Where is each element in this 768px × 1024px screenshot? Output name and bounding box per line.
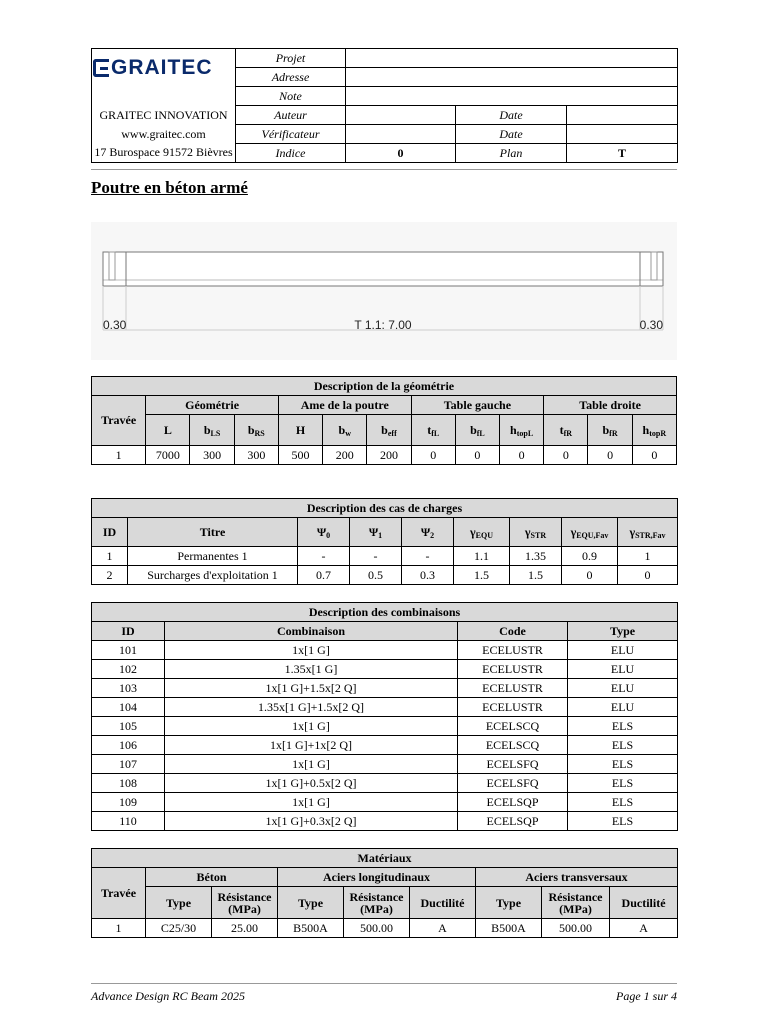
geo-cell: 0 xyxy=(411,446,455,465)
combos-cell: 1x[1 G]+0.5x[2 Q] xyxy=(165,774,458,793)
table-row xyxy=(92,919,678,938)
combos-cell: ELU xyxy=(568,679,678,698)
geometry-caption: Description de la géométrie xyxy=(92,377,677,396)
combos-cell: 101 xyxy=(92,641,165,660)
mat-col-1: Résistance (MPa) xyxy=(212,887,278,919)
table-row xyxy=(92,660,678,679)
geo-col-8-subscript: topL xyxy=(516,428,534,438)
loads-col-7 xyxy=(562,518,618,547)
loads-cell: 1 xyxy=(618,547,678,566)
graitec-logo-icon xyxy=(93,59,109,77)
combos-cell: ELS xyxy=(568,736,678,755)
combos-cell: 1x[1 G] xyxy=(165,793,458,812)
geo-col-6-subscript: fL xyxy=(431,428,440,438)
combos-cell: 105 xyxy=(92,717,165,736)
geo-col-6 xyxy=(411,415,455,446)
combos-cell: 109 xyxy=(92,793,165,812)
combos-col-2: Code xyxy=(458,622,568,641)
combos-cell: ELU xyxy=(568,641,678,660)
geo-col-1 xyxy=(190,415,234,446)
group-table-gauche: Table gauche xyxy=(411,396,544,415)
geo-cell: 300 xyxy=(234,446,278,465)
geo-cell: 200 xyxy=(323,446,367,465)
footer-software: Advance Design RC Beam 2025 xyxy=(91,989,245,1003)
combos-cell: ECELSQP xyxy=(458,812,568,831)
value-adresse xyxy=(346,68,678,87)
mat-col-0: Type xyxy=(146,887,212,919)
span-dim: T 1.1: 7.00 xyxy=(354,318,412,332)
geo-col-8 xyxy=(500,415,544,446)
combos-cell: 1x[1 G]+1.5x[2 Q] xyxy=(165,679,458,698)
combos-cell: ELS xyxy=(568,774,678,793)
value-plan: T xyxy=(567,144,678,163)
table-row xyxy=(92,679,678,698)
geo-col-7-subscript: fL xyxy=(476,428,485,438)
geo-col-11-symbol: h xyxy=(642,422,650,437)
table-row xyxy=(92,698,678,717)
company-name: GRAITEC INNOVATION xyxy=(92,106,236,125)
label-indice: Indice xyxy=(236,144,346,163)
materials-caption: Matériaux xyxy=(92,849,678,868)
combos-cell: 107 xyxy=(92,755,165,774)
company-address: 17 Burospace 91572 Bièvres xyxy=(92,144,236,163)
mat-col-3: Résistance (MPa) xyxy=(344,887,410,919)
combos-cell: ECELSCQ xyxy=(458,736,568,755)
mat-cell: 1 xyxy=(92,919,146,938)
combos-cell: 1.35x[1 G]+1.5x[2 Q] xyxy=(165,698,458,717)
group-table-droite: Table droite xyxy=(544,396,677,415)
combos-caption: Description des combinaisons xyxy=(92,603,678,622)
loads-cell: - xyxy=(402,547,454,566)
geo-cell: 0 xyxy=(544,446,588,465)
loads-cell: 1.5 xyxy=(454,566,510,585)
geo-col-0 xyxy=(146,415,190,446)
loads-col-6-subscript: STR xyxy=(530,530,547,540)
geo-col-4-subscript: w xyxy=(345,428,351,438)
geo-col-1-symbol: b xyxy=(203,422,211,437)
value-auteur xyxy=(346,106,456,125)
header-divider xyxy=(91,169,677,170)
geo-col-4-symbol: b xyxy=(338,422,346,437)
mat-col-2: Type xyxy=(278,887,344,919)
company-website: www.graitec.com xyxy=(92,125,236,144)
group-beton: Béton xyxy=(146,868,278,887)
geo-col-1-subscript: LS xyxy=(210,428,221,438)
loads-col-2 xyxy=(298,518,350,547)
loads-cell: 1.1 xyxy=(454,547,510,566)
beam-body xyxy=(103,252,663,286)
mat-cell: B500A xyxy=(278,919,344,938)
geo-col-5-subscript: eff xyxy=(387,428,397,438)
group-aciers-long: Aciers longitudinaux xyxy=(278,868,476,887)
loads-cell: 0 xyxy=(618,566,678,585)
loads-col-6 xyxy=(510,518,562,547)
loads-col-8 xyxy=(618,518,678,547)
loads-cell: 0.7 xyxy=(298,566,350,585)
loads-col-6-symbol: γ xyxy=(524,524,531,539)
mat-cell: B500A xyxy=(476,919,542,938)
page-title: Poutre en béton armé xyxy=(91,178,248,197)
loads-col-5-symbol: γ xyxy=(470,524,476,539)
mat-col-6: Résistance (MPa) xyxy=(542,887,610,919)
value-verificateur xyxy=(346,125,456,144)
combos-cell: 1x[1 G] xyxy=(165,641,458,660)
drawing-background xyxy=(91,222,677,360)
table-row xyxy=(92,755,678,774)
geo-col-10-symbol: b xyxy=(602,422,610,437)
label-date-1: Date xyxy=(456,106,567,125)
combos-cell: ECELUSTR xyxy=(458,641,568,660)
label-auteur: Auteur xyxy=(236,106,346,125)
combos-cell: 106 xyxy=(92,736,165,755)
value-indice: 0 xyxy=(346,144,456,163)
combos-cell: ECELSFQ xyxy=(458,755,568,774)
mat-cell: 25.00 xyxy=(212,919,278,938)
table-row xyxy=(92,812,678,831)
geo-col-9-symbol: t xyxy=(559,422,564,437)
label-projet: Projet xyxy=(236,49,346,68)
mat-col-7: Ductilité xyxy=(610,887,678,919)
geo-col-5-symbol: b xyxy=(381,422,388,437)
loads-caption: Description des cas de charges xyxy=(92,499,678,518)
geo-cell: 0 xyxy=(500,446,544,465)
mat-cell: 500.00 xyxy=(542,919,610,938)
table-row xyxy=(92,717,678,736)
label-date-2: Date xyxy=(456,125,567,144)
loads-col-2-subscript: 0 xyxy=(326,530,331,540)
geo-col-0-symbol: L xyxy=(163,422,172,437)
group-geometrie: Géométrie xyxy=(146,396,279,415)
materials-table xyxy=(91,848,678,938)
geo-col-2 xyxy=(234,415,278,446)
loads-col-3-symbol: Ψ xyxy=(368,524,379,539)
mat-col-travee: Travée xyxy=(92,868,146,919)
mat-col-4: Ductilité xyxy=(410,887,476,919)
combos-col-0: ID xyxy=(92,622,165,641)
combos-cell: ECELSCQ xyxy=(458,717,568,736)
combos-cell: 1x[1 G]+1x[2 Q] xyxy=(165,736,458,755)
footer-page-number: Page 1 sur 4 xyxy=(616,989,677,1003)
combos-cell: ECELUSTR xyxy=(458,698,568,717)
geo-col-3 xyxy=(278,415,322,446)
combos-cell: ELU xyxy=(568,698,678,717)
beam-drawing xyxy=(91,222,677,360)
loads-col-0 xyxy=(92,518,128,547)
geo-col-3-symbol: H xyxy=(295,422,306,437)
geo-col-10 xyxy=(588,415,632,446)
loads-col-7-subscript: EQU,Fav xyxy=(576,530,609,540)
mat-cell: C25/30 xyxy=(146,919,212,938)
logo-cell xyxy=(92,49,236,87)
loads-col-4-symbol: Ψ xyxy=(420,524,431,539)
combos-cell: ECELUSTR xyxy=(458,660,568,679)
geo-cell: 0 xyxy=(588,446,632,465)
loads-cell: 1.5 xyxy=(510,566,562,585)
combos-cell: 1.35x[1 G] xyxy=(165,660,458,679)
geo-col-4 xyxy=(323,415,367,446)
mat-cell: A xyxy=(410,919,476,938)
geo-col-6-symbol: t xyxy=(427,422,432,437)
loads-cell: 0.3 xyxy=(402,566,454,585)
loads-col-3 xyxy=(350,518,402,547)
combinations-table xyxy=(91,602,678,831)
label-verificateur: Vérificateur xyxy=(236,125,346,144)
loads-cell: 1 xyxy=(92,547,128,566)
group-ame: Ame de la poutre xyxy=(278,396,411,415)
logo-text: GRAITEC xyxy=(111,55,213,79)
value-date-2 xyxy=(567,125,678,144)
loads-col-2-symbol: Ψ xyxy=(316,524,327,539)
table-row xyxy=(92,793,678,812)
geo-col-8-symbol: h xyxy=(510,422,517,437)
loads-cell: Surcharges d'exploitation 1 xyxy=(128,566,298,585)
loads-col-7-symbol: γ xyxy=(570,524,577,539)
geo-col-7-symbol: b xyxy=(470,422,477,437)
combos-cell: ELS xyxy=(568,793,678,812)
value-note xyxy=(346,87,678,106)
company-blank xyxy=(92,87,236,106)
right-support-dim: 0.30 xyxy=(639,318,663,332)
geo-col-2-subscript: RS xyxy=(254,428,265,438)
loads-col-1 xyxy=(128,518,298,547)
geo-col-10-subscript: fR xyxy=(609,428,618,438)
mat-col-5: Type xyxy=(476,887,542,919)
combos-cell: 104 xyxy=(92,698,165,717)
loads-cell: - xyxy=(350,547,402,566)
geo-col-11 xyxy=(632,415,676,446)
load-cases-table xyxy=(91,498,678,585)
geo-cell: 0 xyxy=(632,446,676,465)
geo-col-9-subscript: fR xyxy=(563,428,573,438)
loads-cell: 1.35 xyxy=(510,547,562,566)
loads-cell: 0 xyxy=(562,566,618,585)
header-block xyxy=(91,48,678,163)
loads-col-5-subscript: EQU xyxy=(475,530,493,540)
loads-col-8-subscript: STR,Fav xyxy=(635,530,666,540)
group-aciers-trans: Aciers transversaux xyxy=(476,868,678,887)
combos-cell: ECELSFQ xyxy=(458,774,568,793)
loads-col-0-symbol: ID xyxy=(102,524,117,539)
combos-cell: ELS xyxy=(568,755,678,774)
value-date-1 xyxy=(567,106,678,125)
combos-cell: ECELUSTR xyxy=(458,679,568,698)
loads-col-4 xyxy=(402,518,454,547)
loads-col-4-subscript: 2 xyxy=(430,530,435,540)
geometry-table xyxy=(91,376,677,465)
geo-cell: 7000 xyxy=(146,446,190,465)
value-projet xyxy=(346,49,678,68)
loads-col-3-subscript: 1 xyxy=(378,530,383,540)
loads-cell: 2 xyxy=(92,566,128,585)
table-row xyxy=(92,547,678,566)
geo-cell: 500 xyxy=(278,446,322,465)
geo-cell: 1 xyxy=(92,446,146,465)
graitec-logo xyxy=(92,50,233,86)
combos-cell: ELU xyxy=(568,660,678,679)
table-row xyxy=(92,446,677,465)
geo-cell: 0 xyxy=(455,446,499,465)
combos-cell: 108 xyxy=(92,774,165,793)
geo-cell: 200 xyxy=(367,446,411,465)
loads-cell: - xyxy=(298,547,350,566)
footer-divider xyxy=(91,983,677,984)
label-plan: Plan xyxy=(456,144,567,163)
loads-col-1-symbol: Titre xyxy=(199,524,226,539)
loads-cell: 0.5 xyxy=(350,566,402,585)
combos-cell: ECELSQP xyxy=(458,793,568,812)
mat-cell: 500.00 xyxy=(344,919,410,938)
table-row xyxy=(92,736,678,755)
combos-col-1: Combinaison xyxy=(165,622,458,641)
combos-cell: 103 xyxy=(92,679,165,698)
table-row xyxy=(92,641,678,660)
combos-cell: 1x[1 G] xyxy=(165,755,458,774)
table-row xyxy=(92,566,678,585)
label-adresse: Adresse xyxy=(236,68,346,87)
geo-cell: 300 xyxy=(190,446,234,465)
loads-col-5 xyxy=(454,518,510,547)
combos-cell: ELS xyxy=(568,812,678,831)
combos-cell: 102 xyxy=(92,660,165,679)
loads-cell: Permanentes 1 xyxy=(128,547,298,566)
combos-cell: 110 xyxy=(92,812,165,831)
loads-col-8-symbol: γ xyxy=(629,524,636,539)
combos-cell: 1x[1 G] xyxy=(165,717,458,736)
table-row xyxy=(92,774,678,793)
col-travee: Travée xyxy=(92,396,146,446)
mat-cell: A xyxy=(610,919,678,938)
label-note: Note xyxy=(236,87,346,106)
geo-col-11-subscript: topR xyxy=(649,428,667,438)
combos-cell: 1x[1 G]+0.3x[2 Q] xyxy=(165,812,458,831)
geo-col-7 xyxy=(455,415,499,446)
combos-cell: ELS xyxy=(568,717,678,736)
geo-col-5 xyxy=(367,415,411,446)
loads-cell: 0.9 xyxy=(562,547,618,566)
geo-col-2-symbol: b xyxy=(247,422,255,437)
geo-col-9 xyxy=(544,415,588,446)
left-support-dim: 0.30 xyxy=(103,318,127,332)
combos-col-3: Type xyxy=(568,622,678,641)
